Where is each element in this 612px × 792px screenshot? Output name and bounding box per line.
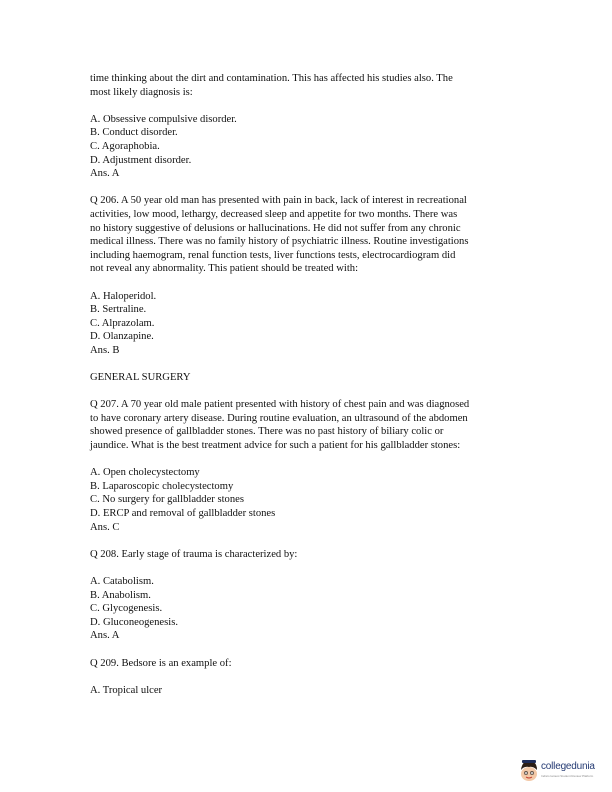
option-a: A. Obsessive compulsive disorder. — [90, 113, 237, 125]
answer: Ans. A — [90, 168, 120, 180]
options-list — [90, 684, 530, 698]
option-c: C. Glycogenesis. — [90, 603, 163, 615]
logo-tagline: India's largest Student Review Platform — [541, 774, 594, 777]
options-list — [90, 290, 530, 358]
question-209-text — [90, 657, 530, 671]
text-line: Q 206. A 50 year old man has presented with pain in back, lack of interest in recreational — [90, 195, 467, 207]
text-line: including haemogram, renal function tests, liver functions tests, electrocardiogram did — [90, 249, 456, 261]
collegedunia-logo — [518, 758, 608, 786]
answer: Ans. C — [90, 521, 120, 533]
question-207-text — [90, 398, 530, 452]
answer: Ans. A — [90, 630, 120, 642]
text-line: to have coronary artery disease. During routine evaluation, an ultrasound of the abdomen — [90, 412, 468, 424]
text-line: not reveal any abnormality. This patient should be treated with: — [90, 263, 359, 275]
question-206-text — [90, 194, 530, 276]
text-line: most likely diagnosis is: — [90, 86, 193, 98]
option-c: C. Agoraphobia. — [90, 140, 160, 152]
text-line: Q 208. Early stage of trauma is characterized by: — [90, 548, 298, 560]
text-line: time thinking about the dirt and contamination. This has affected his studies also. The — [90, 73, 453, 84]
option-c: C. No surgery for gallbladder stones — [90, 494, 244, 506]
text-line: activities, low mood, lethargy, decreased sleep and appetite for two months. There was — [90, 208, 458, 220]
options-list — [90, 466, 530, 534]
option-b: B. Laparoscopic cholecystectomy — [90, 480, 234, 492]
text-line: Q 207. A 70 year old male patient presented with history of chest pain and was diagnosed — [90, 399, 470, 411]
text-line: Q 209. Bedsore is an example of: — [90, 657, 232, 669]
option-b: B. Anabolism. — [90, 589, 151, 601]
option-a: A. Open cholecystectomy — [90, 467, 200, 479]
text-line: showed presence of gallbladder stones. There was no past history of biliary colic or — [90, 426, 444, 438]
option-b: B. Sertraline. — [90, 304, 147, 316]
answer: Ans. B — [90, 344, 120, 356]
option-d: D. Gluconeogenesis. — [90, 616, 178, 628]
document-page — [90, 72, 530, 711]
option-b: B. Conduct disorder. — [90, 127, 178, 139]
question-continuation-text — [90, 72, 530, 99]
section-heading: GENERAL SURGERY — [90, 372, 191, 384]
options-list — [90, 113, 530, 181]
logo-text: collegedunia — [541, 761, 595, 772]
option-a: A. Haloperidol. — [90, 290, 157, 302]
option-d: D. ERCP and removal of gallbladder stones — [90, 508, 276, 519]
option-a: A. Catabolism. — [90, 575, 154, 587]
option-a: A. Tropical ulcer — [90, 684, 163, 696]
question-208-text — [90, 548, 530, 562]
option-c: C. Alprazolam. — [90, 317, 155, 329]
option-d: D. Olanzapine. — [90, 331, 154, 343]
text-line: medical illness. There was no family history of psychiatric illness. Routine investigations — [90, 236, 469, 248]
text-line: no history suggestive of delusions or hallucinations. He did not suffer from any chronic — [90, 222, 461, 234]
text-line: jaundice. What is the best treatment advice for such a patient for his gallbladder stones: — [90, 440, 461, 452]
options-list — [90, 575, 530, 643]
mascot-icon — [518, 758, 540, 782]
option-d: D. Adjustment disorder. — [90, 154, 192, 166]
